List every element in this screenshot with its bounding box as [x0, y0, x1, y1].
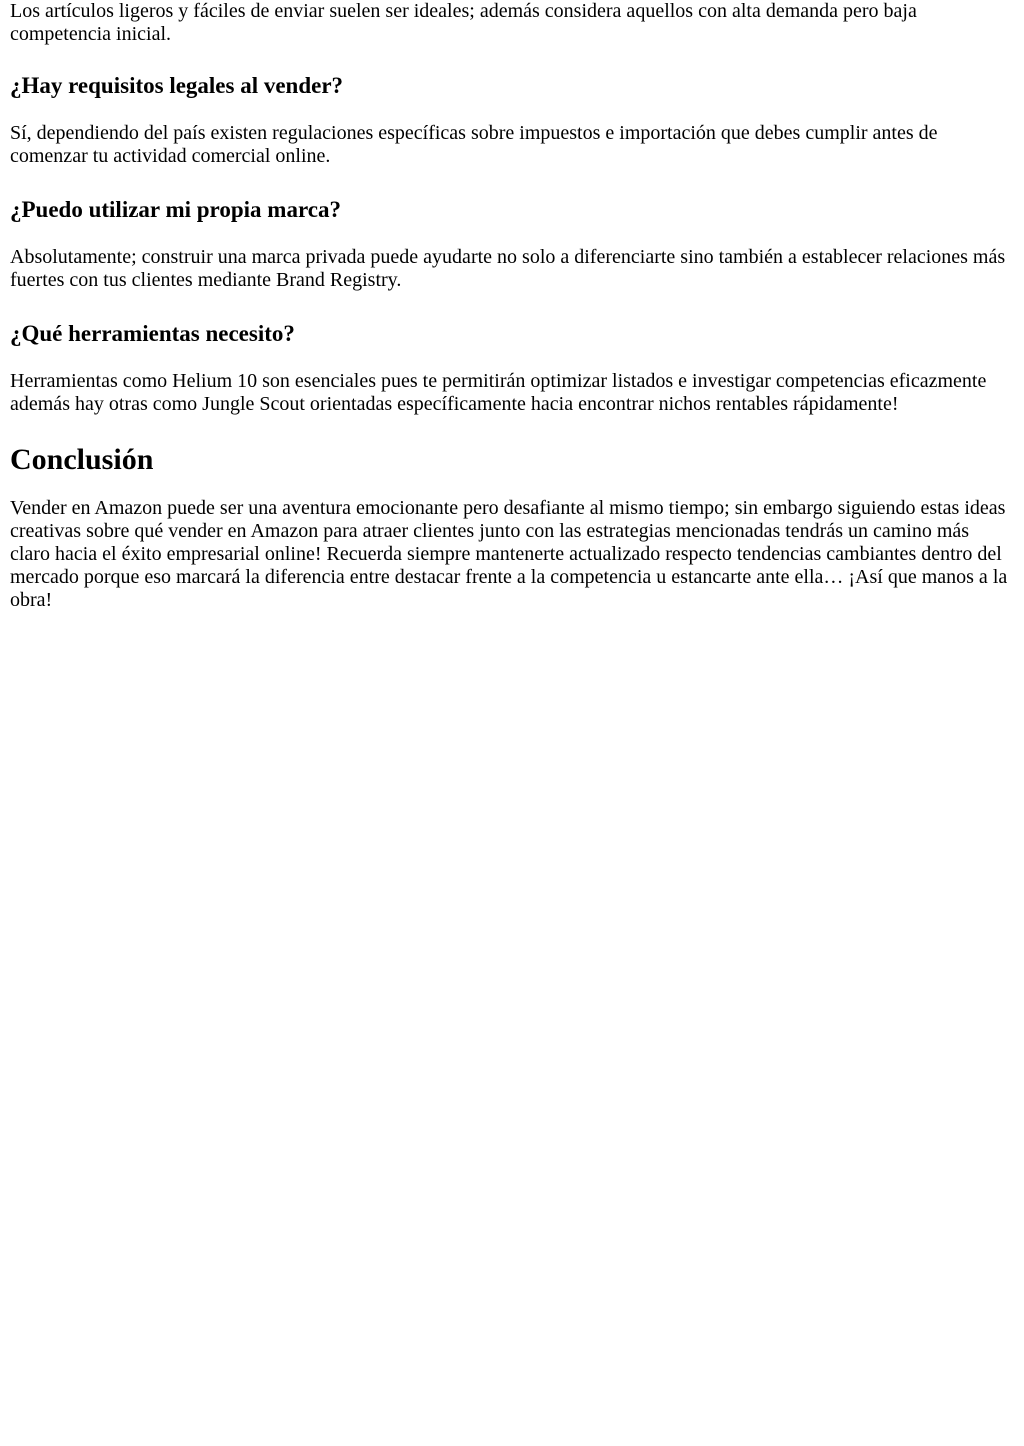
faq-question-own-brand: ¿Puedo utilizar mi propia marca? — [10, 197, 341, 222]
intro-paragraph: Los artículos ligeros y fáciles de enviar suelen ser ideales; además considera aquellos con alta demanda pero baja competencia inicial. — [10, 0, 917, 45]
faq-answer-own-brand: Absolutamente; construir una marca privada puede ayudarte no solo a diferenciarte sino también a establecer relaciones más fuertes con tus clientes mediante Brand Registry. — [10, 246, 1006, 291]
faq-question-tools: ¿Qué herramientas necesito? — [10, 321, 295, 346]
faq-question-legal-requirements: ¿Hay requisitos legales al vender? — [10, 73, 344, 98]
conclusion-heading: Conclusión — [10, 443, 154, 476]
faq-answer-legal-requirements: Sí, dependiendo del país existen regulaciones específicas sobre impuestos e importación que debes cumplir antes de comenzar tu actividad comercial online. — [10, 122, 938, 167]
conclusion-paragraph: Vender en Amazon puede ser una aventura emocionante pero desafiante al mismo tiempo; sin embargo siguiendo estas ideas creativas sobre qué vender en Amazon para atraer clientes junto con las estrategias mencionadas tendrás un camino más claro hacia el éxito empresarial online! Recuerda siempre mantenerte actualizado respecto tendencias cambiantes dentro del mercado porque eso marcará la diferencia entre destacar frente a la competencia u estancarte ante ella… ¡Así que manos a la obra! — [10, 497, 1008, 611]
faq-answer-tools: Herramientas como Helium 10 son esenciales pues te permitirán optimizar listados e investigar competencias eficazmente además hay otras como Jungle Scout orientadas específicamente hacia encontrar nichos rentables rápidamente! — [10, 370, 987, 415]
article-content — [0, 0, 1024, 612]
